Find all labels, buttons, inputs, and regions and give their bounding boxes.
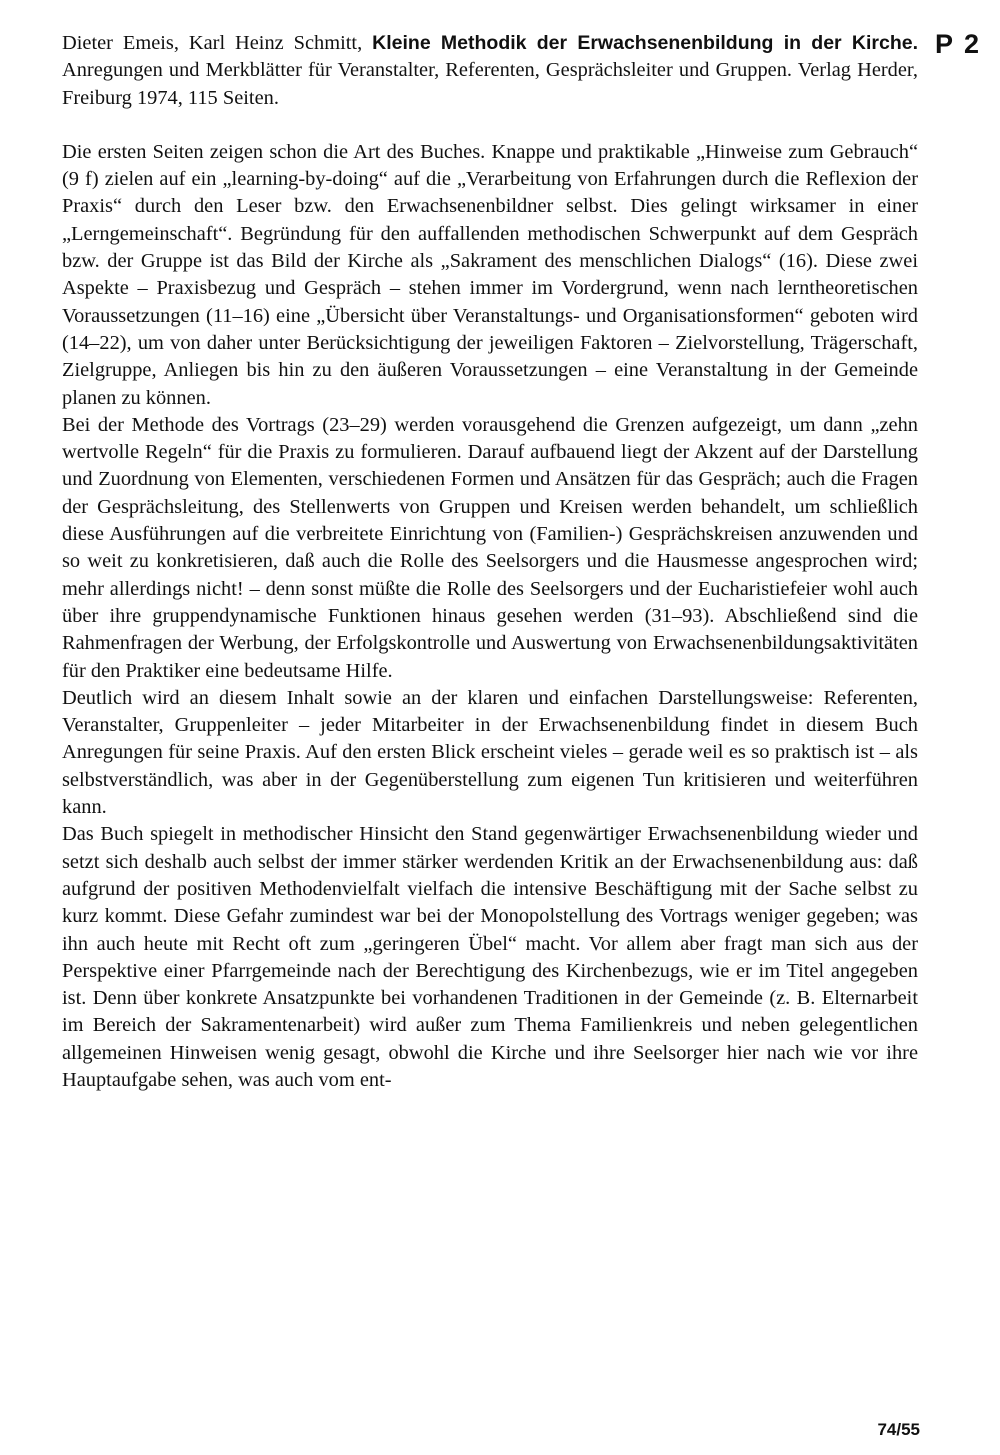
section-code: P 2 bbox=[935, 29, 982, 59]
page-number: 74/55 bbox=[877, 1420, 920, 1439]
review-paragraph-2: Bei der Methode des Vortrags (23–29) werden vorausgehend die Grenzen aufgezeigt, um dann „zehn wertvolle Regeln“ für die Praxis zu formulieren. Darauf aufbauend liegt der Akzent auf der Darstellung und Zuordnung von Elementen, verschiedenen Formen und Ansätzen für das Gespräch; auch die Fragen der Gesprächsleitung, des Stellenwerts von Gruppen und Kreisen werden behandelt, um schließlich diese Ausführungen auf die verbreitete Einrichtung von (Familien-) Gesprächskreisen anzuwenden und so weit zu konkretisieren, daß auch die Rolle des Seelsorgers und die Hausmesse angesprochen wird; mehr allerdings nicht! – denn sonst müßte die Rolle des Seelsorgers und der Eucharistiefeier wohl auch über ihre gruppendynamische Funktionen hinaus gesehen werden (31–93). Abschließend sind die Rahmenfragen der Werbung, der Erfolgskontrolle und Auswertung von Erwachsenenbildungsaktivitäten für den Praktiker eine bedeutsame Hilfe. bbox=[62, 413, 918, 682]
review-page bbox=[62, 30, 918, 1094]
citation-authors: Dieter Emeis, Karl Heinz Schmitt, bbox=[62, 32, 373, 54]
citation-book-title: Kleine Methodik der Erwachsenenbildung in der Kirche. bbox=[372, 32, 918, 54]
review-paragraph-3: Deutlich wird an diesem Inhalt sowie an der klaren und einfachen Darstellungsweise: Referenten, Veranstalter, Gruppenleiter – jeder Mitarbeiter in der Erwachsenenbildung findet in diesem Buch Anregungen für seine Praxis. Auf den ersten Blick erscheint vieles – gerade weil es so praktisch ist – als selbstverständlich, was aber in der Gegenüberstellung zum eigenen Tun kritisieren und weiterführen kann. bbox=[62, 686, 918, 819]
citation-details: Anregungen und Merkblätter für Veranstalter, Referenten, Gesprächsleiter und Gruppen. Verlag Herder, Freiburg 1974, 115 Seiten. bbox=[62, 59, 918, 109]
book-citation bbox=[62, 30, 918, 112]
review-paragraph-4: Das Buch spiegelt in methodischer Hinsicht den Stand gegenwärtiger Erwachsenenbildung wieder und setzt sich deshalb auch selbst der immer stärker werdenden Kritik an der Erwachsenenbildung aus: daß aufgrund der positiven Methodenvielfalt vielfach die intensive Beschäftigung mit der Sache selbst zu kurz kommt. Diese Gefahr zumindest war bei der Monopolstellung des Vortrags weniger gegeben; was ihn auch heute mit Recht oft zum „geringeren Übel“ macht. Vor allem aber fragt man sich aus der Perspektive einer Pfarrgemeinde nach der Berechtigung des Kirchenbezugs, wie er im Titel angegeben ist. Denn über konkrete Ansatzpunkte bei vorhandenen Traditionen in der Gemeinde (z. B. Elternarbeit im Bereich der Sakramentenarbeit) wird außer zum Thema Familienkreis und neben gelegentlichen allgemeinen Hinweisen wenig gesagt, obwohl die Kirche und ihre Seelsorger hier nach wie vor ihre Hauptaufgabe sehen, was auch vom ent- bbox=[62, 823, 918, 1091]
review-paragraph-1: Die ersten Seiten zeigen schon die Art des Buches. Knappe und praktikable „Hinweise zum Gebrauch“ (9 f) zielen auf ein „learning-by-doing“ auf die „Verarbeitung von Erfahrungen durch die Reflexion der Praxis“ durch den Leser bzw. den Erwachsenenbildner selbst. Dies gelingt wirksamer in einer „Lerngemeinschaft“. Begründung für den auffallenden methodischen Schwerpunkt auf dem Gespräch bzw. der Gruppe ist das Bild der Kirche als „Sakrament des menschlichen Dialogs“ (16). Diese zwei Aspekte – Praxisbezug und Gespräch – stehen immer im Vordergrund, wenn nach lerntheoretischen Voraussetzungen (11–16) eine „Übersicht über Veranstaltungs- und Organisationsformen“ geboten wird (14–22), um von daher unter Berücksichtigung der jeweiligen Faktoren – Zielvorstellung, Trägerschaft, Zielgruppe, Anliegen bis hin zu den äußeren Voraussetzungen – eine Veranstaltung in der Gemeinde planen zu können. bbox=[62, 140, 918, 409]
